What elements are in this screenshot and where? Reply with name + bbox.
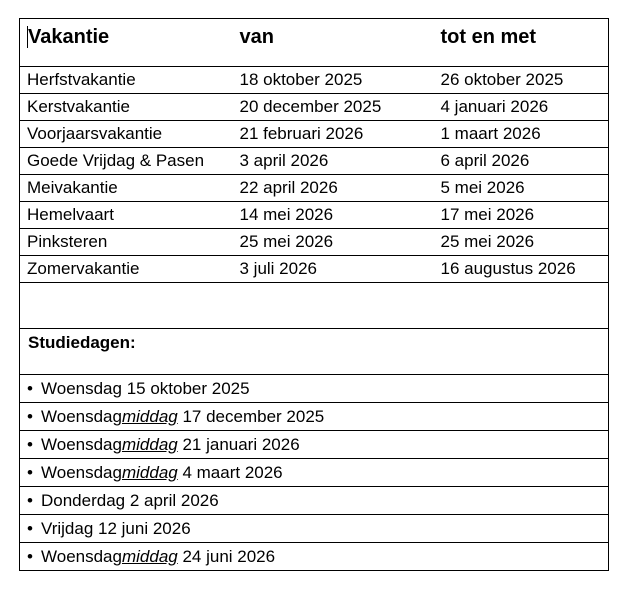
studiedag-day: Donderdag bbox=[41, 490, 126, 510]
studiedag-cell[interactable] bbox=[20, 543, 609, 571]
studiedag-cell[interactable] bbox=[20, 515, 609, 543]
table-row bbox=[20, 121, 609, 148]
tot-cell[interactable]: 25 mei 2026 bbox=[433, 229, 609, 256]
van-cell[interactable]: 18 oktober 2025 bbox=[232, 67, 433, 94]
vakantie-name-cell[interactable]: Herfstvakantie bbox=[20, 67, 232, 94]
studiedag-part: middag bbox=[121, 434, 178, 454]
table-row bbox=[20, 94, 609, 121]
table-row bbox=[20, 148, 609, 175]
studiedag-date: 15 oktober 2025 bbox=[121, 378, 250, 398]
studiedag-day: Woensdag bbox=[41, 378, 122, 398]
van-cell[interactable]: 25 mei 2026 bbox=[232, 229, 433, 256]
tot-cell[interactable]: 6 april 2026 bbox=[433, 148, 609, 175]
studiedag-day: Woensdag bbox=[41, 462, 122, 482]
empty-cell[interactable] bbox=[20, 283, 609, 329]
studiedag-date: 24 juni 2026 bbox=[177, 546, 276, 566]
list-item bbox=[20, 487, 609, 515]
studiedag-date: 17 december 2025 bbox=[177, 406, 325, 426]
studiedag-day: Vrijdag bbox=[41, 518, 94, 538]
tot-cell[interactable]: 16 augustus 2026 bbox=[433, 256, 609, 283]
studiedag-date: 4 maart 2026 bbox=[177, 462, 283, 482]
studiedag-date: 12 juni 2026 bbox=[93, 518, 191, 538]
studiedagen-title[interactable]: Studiedagen: bbox=[20, 329, 609, 375]
studiedag-cell[interactable] bbox=[20, 403, 609, 431]
tot-cell[interactable]: 26 oktober 2025 bbox=[433, 67, 609, 94]
bullet-icon: • bbox=[27, 378, 33, 398]
holiday-table bbox=[19, 18, 609, 571]
table-row bbox=[20, 229, 609, 256]
van-cell[interactable]: 22 april 2026 bbox=[232, 175, 433, 202]
header-van[interactable]: van bbox=[232, 19, 433, 67]
van-cell[interactable]: 3 april 2026 bbox=[232, 148, 433, 175]
header-vakantie[interactable]: Vakantie bbox=[20, 19, 232, 67]
studiedag-day: Woensdag bbox=[41, 546, 122, 566]
studiedag-part: middag bbox=[121, 462, 178, 482]
tot-cell[interactable]: 5 mei 2026 bbox=[433, 175, 609, 202]
studiedag-date: 21 januari 2026 bbox=[177, 434, 300, 454]
studiedag-part: middag bbox=[121, 546, 178, 566]
studiedag-part: middag bbox=[121, 406, 178, 426]
studiedag-cell[interactable] bbox=[20, 375, 609, 403]
list-item bbox=[20, 431, 609, 459]
studiedag-cell[interactable] bbox=[20, 431, 609, 459]
bullet-icon: • bbox=[27, 434, 33, 454]
studiedag-day: Woensdag bbox=[41, 434, 122, 454]
bullet-icon: • bbox=[27, 546, 33, 566]
table-row bbox=[20, 175, 609, 202]
list-item bbox=[20, 543, 609, 571]
bullet-icon: • bbox=[27, 518, 33, 538]
van-cell[interactable]: 20 december 2025 bbox=[232, 94, 433, 121]
van-cell[interactable]: 14 mei 2026 bbox=[232, 202, 433, 229]
vakantie-name-cell[interactable]: Meivakantie bbox=[20, 175, 232, 202]
table-row bbox=[20, 67, 609, 94]
studiedag-day: Woensdag bbox=[41, 406, 122, 426]
table-header-row bbox=[20, 19, 609, 67]
studiedag-cell[interactable] bbox=[20, 459, 609, 487]
bullet-icon: • bbox=[27, 406, 33, 426]
bullet-icon: • bbox=[27, 462, 33, 482]
studiedagen-header-row bbox=[20, 329, 609, 375]
empty-row bbox=[20, 283, 609, 329]
bullet-icon: • bbox=[27, 490, 33, 510]
tot-cell[interactable]: 17 mei 2026 bbox=[433, 202, 609, 229]
studiedag-date: 2 april 2026 bbox=[125, 490, 219, 510]
table-row bbox=[20, 256, 609, 283]
list-item bbox=[20, 403, 609, 431]
list-item bbox=[20, 515, 609, 543]
list-item bbox=[20, 459, 609, 487]
vakantie-name-cell[interactable]: Pinksteren bbox=[20, 229, 232, 256]
table-row bbox=[20, 202, 609, 229]
vakantie-name-cell[interactable]: Goede Vrijdag & Pasen bbox=[20, 148, 232, 175]
tot-cell[interactable]: 1 maart 2026 bbox=[433, 121, 609, 148]
tot-cell[interactable]: 4 januari 2026 bbox=[433, 94, 609, 121]
header-tot-en-met[interactable]: tot en met bbox=[433, 19, 609, 67]
vakantie-name-cell[interactable]: Voorjaarsvakantie bbox=[20, 121, 232, 148]
vakantie-name-cell[interactable]: Kerstvakantie bbox=[20, 94, 232, 121]
list-item bbox=[20, 375, 609, 403]
vakantie-name-cell[interactable]: Hemelvaart bbox=[20, 202, 232, 229]
studiedag-cell[interactable] bbox=[20, 487, 609, 515]
van-cell[interactable]: 21 februari 2026 bbox=[232, 121, 433, 148]
text-cursor bbox=[27, 26, 28, 48]
van-cell[interactable]: 3 juli 2026 bbox=[232, 256, 433, 283]
vakantie-name-cell[interactable]: Zomervakantie bbox=[20, 256, 232, 283]
